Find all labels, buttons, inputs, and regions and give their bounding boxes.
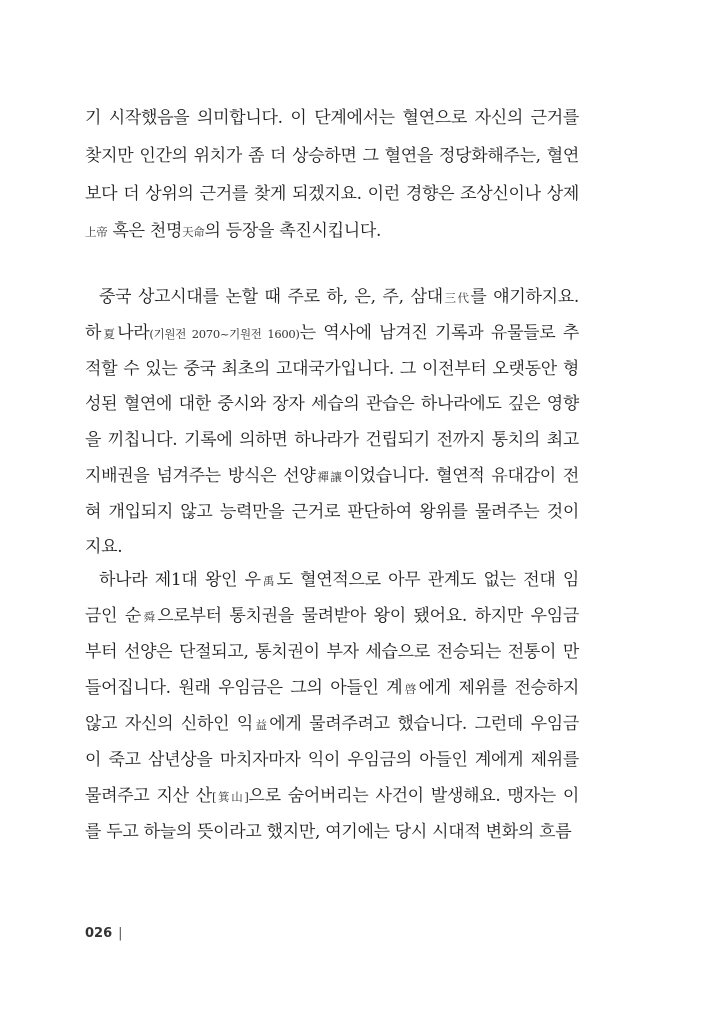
text-line [85,748,579,772]
text-line [85,428,579,452]
text-segment: 하 [85,323,102,343]
footer-separator: | [118,926,123,941]
text-line [85,392,579,416]
text-line [85,712,579,736]
text-line [85,285,579,309]
text-segment: 이 죽고 삼년상을 마치자마자 익이 우임금의 아들인 계에게 제위를 [85,750,579,770]
text-segment: 나라 [117,323,150,343]
text-segment: 금인 순 [85,606,141,626]
text-segment: 의 등장을 촉진시킵니다. [204,221,382,241]
text-segment: 으로부터 통치권을 물려받아 왕이 됐어요. 하지만 우임금 [157,606,579,626]
page-footer [85,926,123,941]
hanja-annotation: 天命 [182,225,205,239]
hanja-annotation: 三代 [442,291,471,305]
text-line [85,784,579,808]
text-segment: 에게 제위를 전승하지 [418,678,579,698]
hanja-annotation: [箕山] [211,790,249,804]
text-line [85,106,579,130]
hanja-annotation: 禹 [260,574,277,588]
text-segment: 혀 개입되지 않고 능력만을 근거로 판단하여 왕위를 물려주는 것이 [85,502,579,522]
text-segment: 기 시작했음을 의미합니다. 이 단계에서는 혈연으로 자신의 근거를 [85,108,579,128]
text-segment: 들어집니다. 원래 우임금은 그의 아들인 계 [85,678,403,698]
text-line [85,640,579,664]
text-line [85,464,579,488]
text-segment: 이었습니다. 혈연적 유대감이 전 [343,466,579,486]
hanja-annotation: 舜 [141,610,158,624]
text-segment: 를 얘기하지요. [470,287,580,307]
text-line [85,604,579,628]
text-segment: 지배권을 넘겨주는 방식은 선양 [85,466,316,486]
text-segment: 혹은 천명 [107,221,183,241]
text-line [85,535,579,559]
text-segment: 찾지만 인간의 위치가 좀 더 상승하면 그 혈연을 정당화해주는, 혈연 [85,146,579,166]
text-segment: 를 두고 하늘의 뜻이라고 했지만, 여기에는 당시 시대적 변화의 흐름 [85,822,572,842]
text-line [85,182,579,206]
text-segment: 지요. [85,537,123,557]
text-line [85,357,579,381]
text-line [85,676,579,700]
text-segment: 중국 상고시대를 논할 때 주로 하, 은, 주, 삼대 [99,287,443,307]
hanja-annotation: 夏 [101,327,118,341]
text-line [85,321,579,345]
hanja-annotation: 啓 [402,682,419,696]
text-segment: 보다 더 상위의 근거를 찾게 되겠지요. 이런 경향은 조상신이나 상제 [85,184,579,204]
text-segment: 적할 수 있는 중국 최초의 고대국가입니다. 그 이전부터 오랫동안 형 [85,359,579,379]
text-segment: 하나라 제1대 왕인 우 [99,570,261,590]
page-number: 026 [85,926,113,941]
text-line [85,144,579,168]
hanja-annotation: 上帝 [85,225,108,239]
text-segment: 도 혈연적으로 아무 관계도 없는 전대 임 [276,570,579,590]
hanja-annotation: 益 [253,718,270,732]
text-segment: 으로 숨어버리는 사건이 발생해요. 맹자는 이 [248,786,579,806]
text-segment: 부터 선양은 단절되고, 통치권이 부자 세습으로 전승되는 전통이 만 [85,642,579,662]
text-segment: 물려주고 지산 산 [85,786,212,806]
hanja-annotation: (기원전 2070~기원전 1600) [149,327,300,341]
text-segment: 성된 혈연에 대한 중시와 장자 세습의 관습은 하나라에도 깊은 영향 [85,394,579,414]
text-segment: 는 역사에 남겨진 기록과 유물들로 추 [299,323,579,343]
text-line [85,500,579,524]
text-segment: 을 끼칩니다. 기록에 의하면 하나라가 건립되기 전까지 통치의 최고 [85,430,579,450]
text-segment: 않고 자신의 신하인 익 [85,714,254,734]
text-segment: 에게 물려주려고 했습니다. 그런데 우임금 [269,714,579,734]
text-line [85,219,579,243]
text-line [85,568,579,592]
text-line [85,820,579,844]
hanja-annotation: 禪讓 [315,470,344,484]
